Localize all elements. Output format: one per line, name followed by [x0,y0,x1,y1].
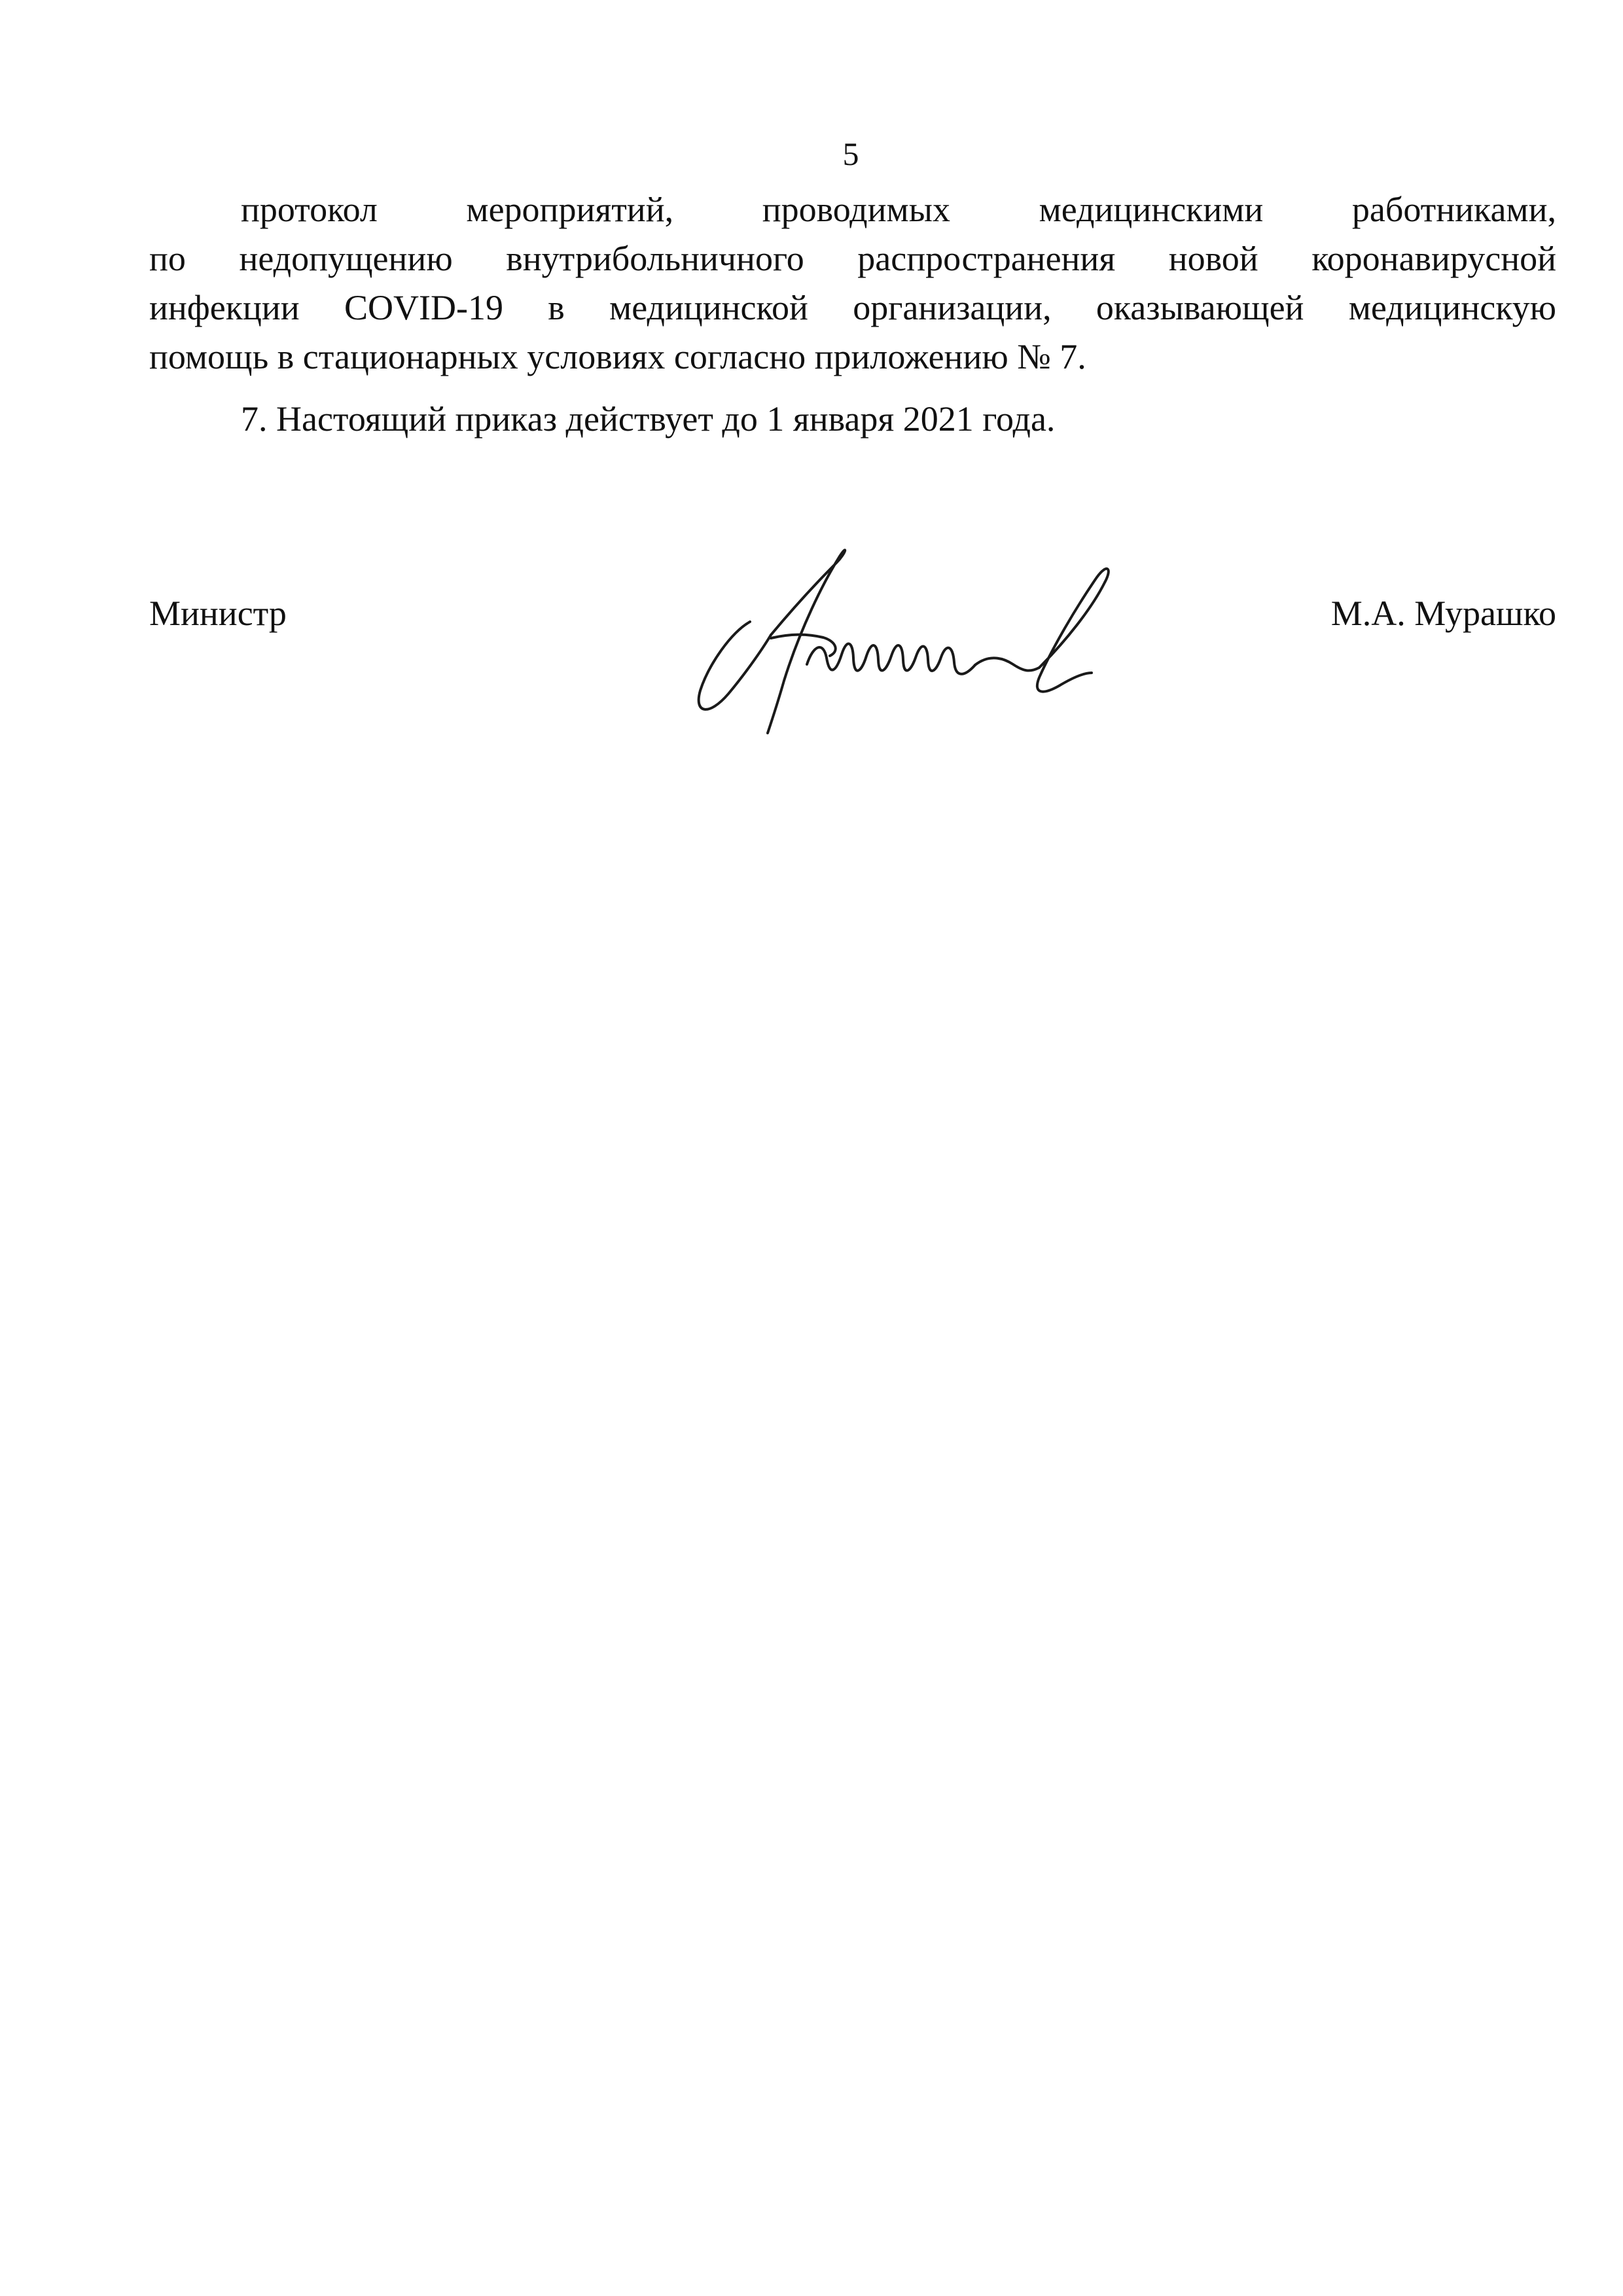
paragraph-line: помощь в стационарных условиях согласно приложению № 7. [149,337,1086,376]
paragraph-item-7: 7. Настоящий приказ действует до 1 января 2021 года. [241,399,1056,439]
signature-block [149,589,1556,759]
paragraph-line: по недопущению внутрибольничного распространения новой коронавирусной [149,239,1556,278]
paragraph-line: протокол мероприятий, проводимых медицинскими работниками, [241,190,1556,229]
signer-name: М.А. Мурашко [1330,594,1556,633]
paragraph-continued [149,185,1556,382]
page-number: 5 [842,135,859,172]
handwritten-signature-icon [673,517,1118,740]
signer-position: Министр [149,594,287,633]
paragraph-line: инфекции COVID-19 в медицинской организации, оказывающей медицинскую [149,288,1556,327]
